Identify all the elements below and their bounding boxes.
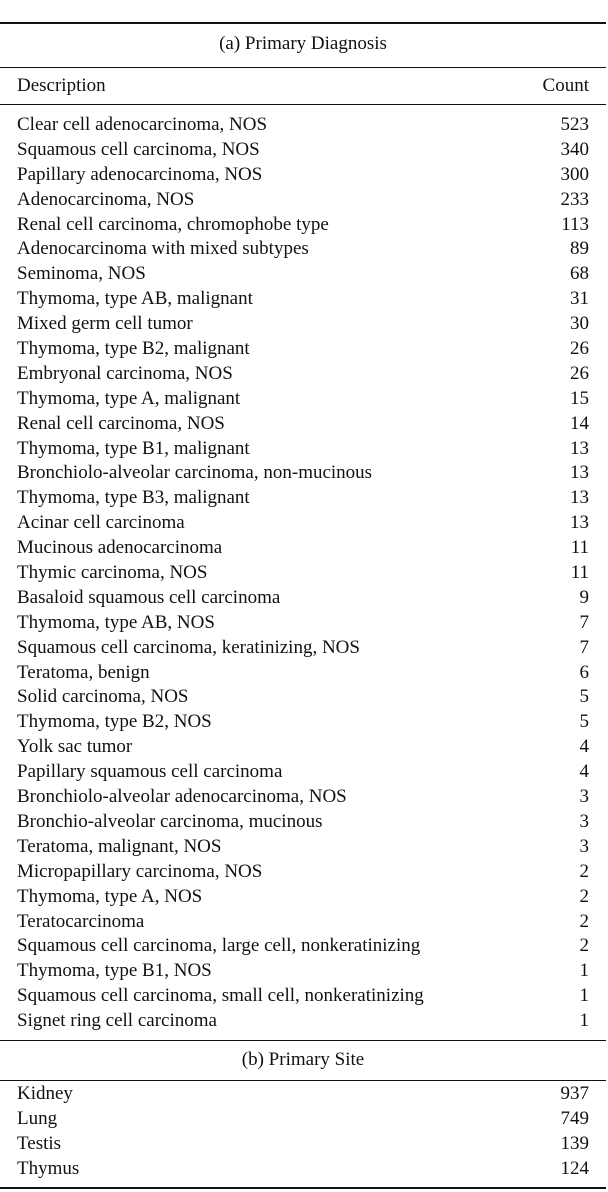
row-count: 4: [579, 761, 589, 783]
row-description: Bronchiolo-alveolar carcinoma, non-mucinous: [17, 462, 373, 484]
row-description: Squamous cell carcinoma, NOS: [17, 138, 260, 160]
row-count: 5: [579, 686, 589, 708]
table-row: [0, 312, 606, 337]
table-row: [0, 113, 606, 138]
table-row: [0, 237, 606, 262]
table-header: [0, 75, 606, 97]
row-count: 68: [570, 263, 589, 285]
row-description: Thymoma, type AB, malignant: [17, 288, 253, 310]
row-count: 9: [579, 586, 589, 608]
row-description: Squamous cell carcinoma, keratinizing, NOS: [17, 636, 360, 658]
row-description: Lung: [17, 1107, 58, 1129]
row-description: Thymic carcinoma, NOS: [17, 562, 208, 584]
row-count: 7: [579, 611, 589, 633]
row-description: Thymus: [17, 1157, 80, 1179]
row-count: 11: [570, 562, 589, 584]
row-description: Testis: [17, 1132, 62, 1154]
row-description: Micropapillary carcinoma, NOS: [17, 860, 263, 882]
row-count: 1: [579, 1010, 589, 1032]
row-description: Papillary squamous cell carcinoma: [17, 761, 283, 783]
row-count: 523: [560, 114, 589, 135]
row-description: Mixed germ cell tumor: [17, 313, 193, 335]
header-rule: [0, 104, 606, 105]
table-row: [0, 163, 606, 188]
row-description: Kidney: [17, 1083, 73, 1104]
row-description: Seminoma, NOS: [17, 263, 146, 285]
row-count: 7: [579, 636, 589, 658]
table-row: [0, 636, 606, 661]
row-count: 26: [570, 338, 589, 360]
row-description: Acinar cell carcinoma: [17, 512, 185, 534]
row-count: 31: [570, 288, 589, 310]
table-row: [0, 138, 606, 163]
row-description: Bronchiolo-alveolar adenocarcinoma, NOS: [17, 786, 347, 808]
table-row: [0, 213, 606, 238]
table-row: [0, 760, 606, 785]
table-row: [0, 810, 606, 835]
row-description: Clear cell adenocarcinoma, NOS: [17, 114, 268, 135]
row-description: Teratoma, malignant, NOS: [17, 835, 222, 857]
row-count: 30: [570, 313, 589, 335]
table-row: [0, 262, 606, 287]
table-row: [0, 959, 606, 984]
row-count: 26: [570, 362, 589, 384]
row-description: Solid carcinoma, NOS: [17, 686, 189, 708]
row-description: Teratocarcinoma: [17, 910, 145, 932]
row-count: 3: [579, 835, 589, 857]
table-row: [0, 337, 606, 362]
row-description: Papillary adenocarcinoma, NOS: [17, 163, 263, 185]
row-count: 4: [579, 736, 589, 758]
row-count: 2: [579, 860, 589, 882]
row-description: Signet ring cell carcinoma: [17, 1010, 217, 1032]
row-count: 13: [570, 512, 589, 534]
table-row: [0, 586, 606, 611]
row-count: 5: [579, 711, 589, 733]
row-count: 2: [579, 935, 589, 957]
table-row: [0, 287, 606, 312]
site-table-body: [0, 1082, 606, 1182]
row-count: 1: [579, 985, 589, 1007]
row-description: Squamous cell carcinoma, small cell, nonkeratinizing: [17, 985, 424, 1007]
row-count: 89: [570, 238, 589, 260]
row-count: 2: [579, 885, 589, 907]
diagnosis-title-rule: [0, 67, 606, 68]
row-description: Thymoma, type B1, malignant: [17, 437, 250, 459]
row-description: Thymoma, type B2, NOS: [17, 711, 212, 733]
table-row: [0, 661, 606, 686]
table-row: [0, 984, 606, 1009]
row-count: 2: [579, 910, 589, 932]
table-row: [0, 1082, 606, 1107]
table-row: [0, 1157, 606, 1182]
row-description: Thymoma, type A, NOS: [17, 885, 203, 907]
row-description: Thymoma, type AB, NOS: [17, 611, 215, 633]
table-row: [0, 735, 606, 760]
row-count: 13: [570, 487, 589, 509]
table-row: [0, 536, 606, 561]
table-row: [0, 511, 606, 536]
row-description: Mucinous adenocarcinoma: [17, 537, 223, 559]
row-count: 139: [560, 1132, 589, 1154]
row-description: Adenocarcinoma, NOS: [17, 188, 195, 210]
row-description: Thymoma, type A, malignant: [17, 387, 241, 409]
table-row: [0, 362, 606, 387]
row-description: Bronchio-alveolar carcinoma, mucinous: [17, 810, 323, 832]
row-count: 113: [561, 213, 589, 235]
row-count: 3: [579, 786, 589, 808]
table-row: [0, 412, 606, 437]
table-row: [0, 188, 606, 213]
cropped-caption-fragment: [0, 0, 608, 8]
row-description: Thymoma, type B2, malignant: [17, 338, 250, 360]
table-row: [0, 1132, 606, 1157]
table-row: [0, 934, 606, 959]
site-title-rule: [0, 1080, 606, 1081]
table-row: [0, 785, 606, 810]
table-row: [0, 910, 606, 935]
table-row: [0, 486, 606, 511]
row-description: Renal cell carcinoma, chromophobe type: [17, 213, 329, 235]
row-count: 11: [570, 537, 589, 559]
table-row: [0, 1107, 606, 1132]
site-section-title: (b) Primary Site: [241, 1049, 365, 1070]
row-count: 3: [579, 810, 589, 832]
row-count: 233: [560, 188, 589, 210]
row-description: Renal cell carcinoma, NOS: [17, 412, 225, 434]
top-rule: [0, 22, 606, 24]
diagnosis-section-title: (a) Primary Diagnosis: [219, 33, 387, 54]
row-description: Yolk sac tumor: [17, 736, 133, 758]
row-description: Teratoma, benign: [17, 661, 150, 683]
table-row: [0, 685, 606, 710]
row-description: Thymoma, type B3, malignant: [17, 487, 250, 509]
row-description: Squamous cell carcinoma, large cell, nonkeratinizing: [17, 935, 421, 957]
row-description: Thymoma, type B1, NOS: [17, 960, 212, 982]
table-row: [0, 885, 606, 910]
row-count: 1: [579, 960, 589, 982]
bottom-rule: [0, 1187, 606, 1189]
row-description: Adenocarcinoma with mixed subtypes: [17, 238, 309, 260]
row-count: 15: [570, 387, 589, 409]
diagnosis-table-body: [0, 113, 606, 1034]
count-header: Count: [542, 75, 589, 96]
table-row: [0, 387, 606, 412]
diagnosis-end-rule: [0, 1040, 606, 1041]
row-count: 13: [570, 437, 589, 459]
row-count: 6: [579, 661, 589, 683]
table-row: [0, 437, 606, 462]
row-count: 14: [570, 412, 589, 434]
row-count: 340: [560, 138, 589, 160]
row-count: 937: [560, 1083, 589, 1104]
table-row: [0, 835, 606, 860]
row-count: 749: [560, 1107, 589, 1129]
table-row: [0, 611, 606, 636]
table-row: [0, 561, 606, 586]
table-row: [0, 461, 606, 486]
description-header: Description: [17, 75, 106, 96]
table-row: [0, 1009, 606, 1034]
row-description: Embryonal carcinoma, NOS: [17, 362, 233, 384]
row-count: 300: [560, 163, 589, 185]
table-row: [0, 860, 606, 885]
row-description: Basaloid squamous cell carcinoma: [17, 586, 281, 608]
row-count: 13: [570, 462, 589, 484]
row-count: 124: [560, 1157, 589, 1179]
table-row: [0, 710, 606, 735]
